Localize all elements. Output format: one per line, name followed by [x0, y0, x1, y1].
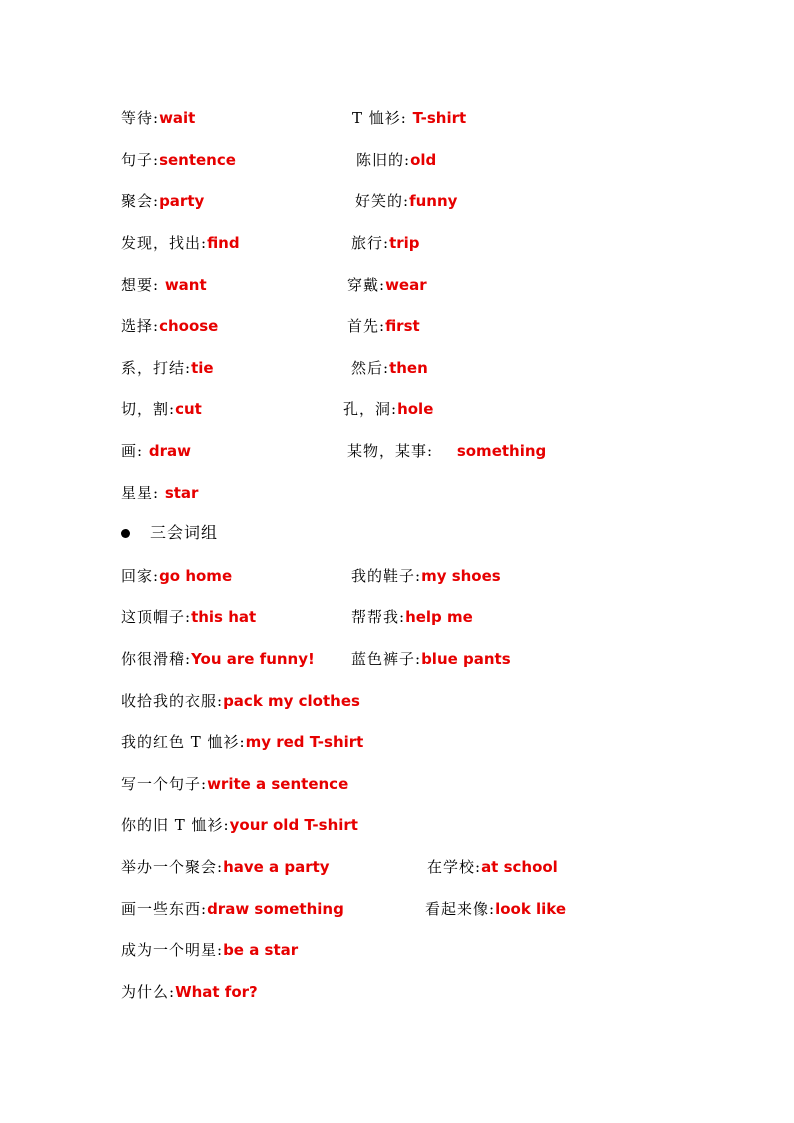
- vocab-item-wait: [121, 108, 195, 128]
- phrase-en: You are funny!: [191, 650, 315, 668]
- phrase-item-go-home: [121, 566, 232, 586]
- vocab-zh: 发现，找出:: [121, 234, 208, 252]
- phrase-zh: 写一个句子:: [121, 775, 208, 793]
- vocab-item-want: [121, 275, 207, 295]
- phrase-en: help me: [405, 608, 473, 626]
- phrase-item-be-a-star: [121, 940, 298, 960]
- vocab-en: hole: [397, 400, 434, 418]
- phrase-en: draw something: [207, 900, 344, 918]
- vocab-en: draw: [148, 442, 191, 460]
- vocab-zh: 旅行:: [351, 234, 390, 252]
- vocab-zh: 某物，某事:: [347, 442, 439, 460]
- vocab-item-then: [351, 358, 428, 378]
- phrase-en: your old T-shirt: [229, 816, 358, 834]
- phrase-en: What for?: [175, 983, 258, 1001]
- vocab-zh: 孔，洞:: [343, 400, 398, 418]
- phrase-item-pack-my-clothes: [121, 691, 360, 711]
- phrase-item-look-like: [425, 899, 566, 919]
- vocab-item-tshirt: [352, 108, 466, 128]
- vocab-en: trip: [389, 234, 420, 252]
- phrase-en: pack my clothes: [223, 692, 360, 710]
- vocab-item-tie: [121, 358, 214, 378]
- phrase-item-have-a-party: [121, 857, 330, 877]
- vocab-en: old: [410, 151, 437, 169]
- vocab-item-choose: [121, 316, 218, 336]
- vocab-item-party: [121, 191, 204, 211]
- phrase-en: blue pants: [421, 650, 511, 668]
- vocab-item-something: [347, 441, 546, 461]
- vocab-zh: T 恤衫:: [352, 109, 413, 127]
- phrase-en: be a star: [223, 941, 299, 959]
- phrase-item-write-a-sentence: [121, 774, 348, 794]
- vocab-zh: 选择:: [121, 317, 160, 335]
- phrase-en: look like: [495, 900, 567, 918]
- vocab-en: want: [164, 276, 207, 294]
- phrase-en: my red T-shirt: [245, 733, 364, 751]
- phrase-item-your-old-tshirt: [121, 815, 358, 835]
- vocab-en: sentence: [159, 151, 236, 169]
- phrase-item-blue-pants: [351, 649, 511, 669]
- phrase-zh: 这顶帽子:: [121, 608, 192, 626]
- vocab-zh: 陈旧的:: [356, 151, 411, 169]
- vocab-en: wait: [159, 109, 196, 127]
- phrase-zh: 画一些东西:: [121, 900, 208, 918]
- phrase-zh: 我的鞋子:: [351, 567, 422, 585]
- vocab-en: something: [456, 442, 547, 460]
- vocab-en: T-shirt: [412, 109, 467, 127]
- vocab-en: find: [207, 234, 240, 252]
- vocab-zh: 然后:: [351, 359, 390, 377]
- vocab-item-find: [121, 233, 240, 253]
- section-heading: 三会词组: [150, 523, 219, 542]
- phrase-zh: 在学校:: [427, 858, 482, 876]
- vocab-zh: 等待:: [121, 109, 160, 127]
- vocab-zh: 聚会:: [121, 192, 160, 210]
- vocab-zh: 系，打结:: [121, 359, 192, 377]
- phrase-en: this hat: [191, 608, 257, 626]
- vocab-item-sentence: [121, 150, 236, 170]
- vocab-zh: 切，割:: [121, 400, 176, 418]
- vocab-item-star: [121, 483, 198, 503]
- phrase-item-my-shoes: [351, 566, 501, 586]
- vocab-zh: 句子:: [121, 151, 160, 169]
- vocab-zh: 穿戴:: [347, 276, 386, 294]
- vocab-en: choose: [159, 317, 219, 335]
- vocab-en: tie: [191, 359, 214, 377]
- phrase-item-this-hat: [121, 607, 256, 627]
- phrase-item-help-me: [351, 607, 473, 627]
- phrase-item-my-red-tshirt: [121, 732, 363, 752]
- phrase-item-at-school: [427, 857, 558, 877]
- phrase-en: go home: [159, 567, 233, 585]
- vocab-en: star: [164, 484, 199, 502]
- vocab-item-trip: [351, 233, 420, 253]
- phrase-en: write a sentence: [207, 775, 349, 793]
- phrase-zh: 举办一个聚会:: [121, 858, 224, 876]
- phrase-en: have a party: [223, 858, 330, 876]
- phrase-zh: 帮帮我:: [351, 608, 406, 626]
- phrase-zh: 收拾我的衣服:: [121, 692, 224, 710]
- phrase-zh: 我的红色 T 恤衫:: [121, 733, 246, 751]
- vocab-item-wear: [347, 275, 427, 295]
- vocab-item-old: [356, 150, 436, 170]
- phrase-zh: 看起来像:: [425, 900, 496, 918]
- vocab-zh: 好笑的:: [355, 192, 410, 210]
- bullet-icon: [121, 529, 130, 538]
- phrase-zh: 成为一个明星:: [121, 941, 224, 959]
- phrase-zh: 你很滑稽:: [121, 650, 192, 668]
- phrase-item-draw-something: [121, 899, 344, 919]
- vocab-item-funny: [355, 191, 457, 211]
- vocab-zh: 星星:: [121, 484, 165, 502]
- vocab-en: then: [389, 359, 428, 377]
- phrase-en: at school: [481, 858, 558, 876]
- phrase-zh: 为什么:: [121, 983, 176, 1001]
- vocab-item-hole: [343, 399, 433, 419]
- vocab-en: wear: [385, 276, 427, 294]
- phrase-item-what-for: [121, 982, 258, 1002]
- phrase-en: my shoes: [421, 567, 501, 585]
- vocab-en: cut: [175, 400, 202, 418]
- phrase-zh: 你的旧 T 恤衫:: [121, 816, 230, 834]
- phrase-zh: 回家:: [121, 567, 160, 585]
- vocab-item-draw: [121, 441, 191, 461]
- vocab-item-cut: [121, 399, 202, 419]
- vocab-en: party: [159, 192, 205, 210]
- vocab-zh: 首先:: [347, 317, 386, 335]
- vocab-item-first: [347, 316, 420, 336]
- vocab-en: funny: [409, 192, 458, 210]
- vocab-zh: 想要:: [121, 276, 165, 294]
- vocab-en: first: [385, 317, 420, 335]
- phrase-zh: 蓝色裤子:: [351, 650, 422, 668]
- phrase-item-you-are-funny: [121, 649, 315, 669]
- vocab-zh: 画:: [121, 442, 149, 460]
